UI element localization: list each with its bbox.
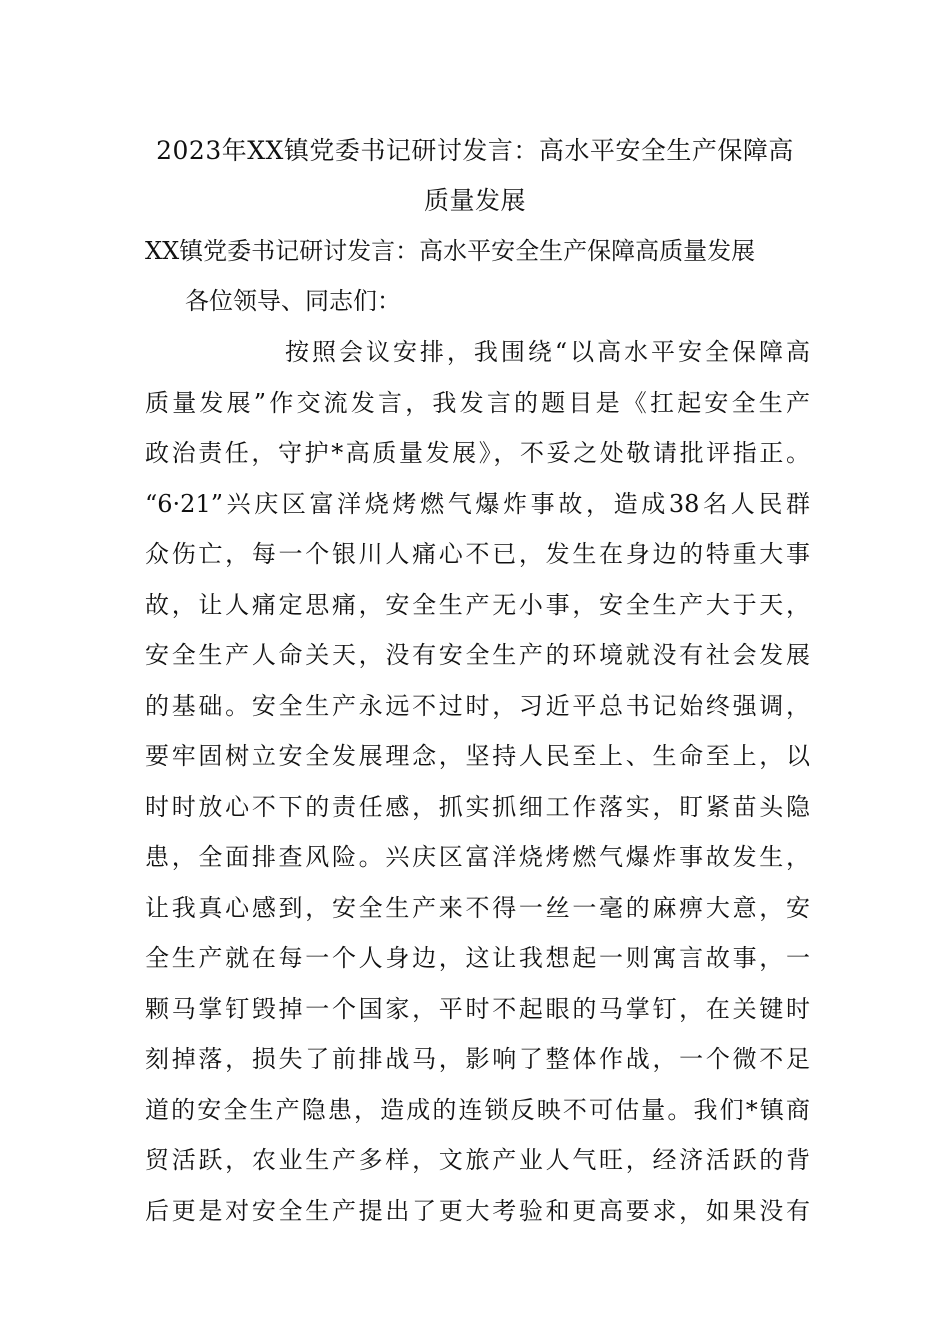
body-line: 众伤亡，每一个银川人痛心不已，发生在身边的特重大事 [145, 540, 810, 568]
body-line: 患，全面排查风险。兴庆区富洋烧烤燃气爆炸事故发生， [145, 843, 810, 871]
body-line: 政治责任，守护*高质量发展》，不妥之处敬请批评指正。 [145, 439, 810, 467]
body-line: 故，让人痛定思痛，安全生产无小事，安全生产大于天， [145, 590, 810, 619]
document-title-line-2: 质量发展 [423, 186, 526, 215]
body-line: 安全生产人命关天，没有安全生产的环境就没有社会发展 [145, 641, 810, 669]
body-line: 颗马掌钉毁掉一个国家，平时不起眼的马掌钉，在关键时 [145, 994, 810, 1023]
body-line: 刻掉落，损失了前排战马，影响了整体作战，一个微不足 [145, 1045, 810, 1073]
body-text [145, 332, 810, 1241]
body-line: 全生产就在每一个人身边，这让我想起一则寓言故事，一 [145, 944, 810, 972]
document-title-line-1: 2023年XX镇党委书记研讨发言：高水平安全生产保障高 [156, 136, 794, 165]
body-line: 时时放心不下的责任感，抓实抓细工作落实，盯紧苗头隐 [145, 792, 810, 821]
body-line: 质量发展”作交流发言，我发言的题目是《扛起安全生产 [145, 388, 810, 417]
body-line: 让我真心感到，安全生产来不得一丝一毫的麻痹大意，安 [145, 893, 810, 922]
body-line: 的基础。安全生产永远不过时，习近平总书记始终强调， [145, 691, 810, 720]
body-line: 按照会议安排，我围绕“以高水平安全保障高 [285, 338, 810, 366]
body-line: 贸活跃，农业生产多样，文旅产业人气旺，经济活跃的背 [145, 1146, 810, 1174]
body-line: 后更是对安全生产提出了更大考验和更高要求，如果没有 [145, 1196, 810, 1225]
body-line: 道的安全生产隐患，造成的连锁反映不可估量。我们*镇商 [145, 1095, 810, 1124]
document-subtitle: XX镇党委书记研讨发言：高水平安全生产保障高质量发展 [145, 237, 756, 265]
greeting: 各位领导、同志们： [185, 287, 401, 315]
body-line: 要牢固树立安全发展理念，坚持人民至上、生命至上，以 [145, 742, 810, 770]
body-line: “6·21”兴庆区富洋烧烤燃气爆炸事故，造成38名人民群 [145, 489, 810, 518]
